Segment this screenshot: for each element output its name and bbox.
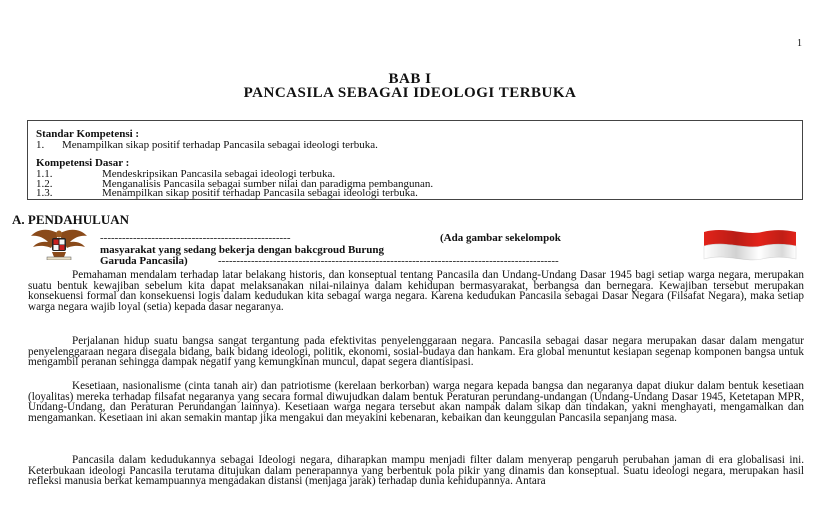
standar-item bbox=[36, 139, 378, 151]
item-text: Menampilkan sikap positif terhadap Pancasila sebagai ideologi terbuka. bbox=[62, 139, 378, 151]
image-note-line3: Garuda Pancasila) bbox=[100, 255, 188, 267]
chapter-label: BAB I bbox=[388, 71, 432, 87]
section-title: A. PENDAHULUAN bbox=[12, 212, 129, 227]
paragraph: Perjalanan hidup suatu bangsa sangat tergantung pada efektivitas penyelenggaraan negara. Pancasila sebagai dasar negara merupakan dasar dalam mengatur penyelenggaraan negara disegala bidang, baik bidang ideologi, politik, ekonomi, sosial-budaya dan hankam. Era global menuntut kesiapan segenap komponen bangsa untuk mengambil peranan sehingga dampak negatif yang kemungkinan muncul, dapat segera diantisipasi. bbox=[28, 335, 804, 369]
image-note-line2: masyarakat yang sedang bekerja dengan bakcgroud Burung bbox=[100, 244, 385, 256]
item-number: 1.3. bbox=[36, 187, 53, 199]
kompetensi-heading: Kompetensi Dasar : bbox=[36, 157, 130, 169]
chapter-title: PANCASILA SEBAGAI IDEOLOGI TERBUKA bbox=[243, 85, 577, 101]
paragraph: Pemahaman mendalam terhadap latar belakang historis, dan konseptual tentang Pancasila dan Undang-Undang Dasar 1945 bagi setiap warga negara, merupakan suatu bentuk kewajiban sebelum kita dapat melaksanakan nilai-nilainya dalam kehidupan bermasyarakat, berbangsa dan bernegara. Kewajiban tersebut merupakan konsekuensi formal dan konsekuensi logis dalam kedudukan kita sebagai warga negara. Karena kedudukan Pancasila sebagai Dasar Negara (Filsafat Negara), maka setiap warga negara wajib loyal (setia) kepada dasar negaranya. bbox=[28, 269, 804, 314]
paragraph: Pancasila dalam kedudukannya sebagai Ideologi negara, diharapkan mampu menjadi filter dalam menyerap pengaruh perubahan jaman di era globalisasi ini. Keterbukaan ideologi Pancasila terutama ditujukan dalam penerapannya yang berbentuk pola pikir yang dinamis dan konseptual. Suatu ideologi negara, merupakan hasil refleksi manusia berkat kemampuannya mengadakan distansi (menjaga jarak) terhadap dunia kehidupannya. Antara bbox=[28, 454, 804, 488]
item-text: Mendeskripsikan Pancasila sebagai ideologi terbuka. bbox=[102, 168, 336, 180]
dash-line: ---------------------------------------------------- bbox=[100, 232, 291, 244]
indonesian-flag-icon bbox=[700, 226, 798, 262]
standar-heading: Standar Kompetensi : bbox=[36, 128, 140, 140]
item-text: Menganalisis Pancasila sebagai sumber nilai dan paradigma pembangunan. bbox=[102, 178, 434, 190]
dash-line: --------------------------------------------------------------------------------------------- bbox=[218, 255, 559, 267]
page-number: 1 bbox=[797, 38, 802, 49]
item-number: 1.1. bbox=[36, 168, 53, 180]
kompetensi-item bbox=[36, 187, 418, 199]
competency-box bbox=[27, 120, 803, 200]
garuda-emblem-icon bbox=[30, 226, 88, 260]
image-note-line1: (Ada gambar sekelompok bbox=[440, 232, 561, 244]
paragraph: Kesetiaan, nasionalisme (cinta tanah air) dan patriotisme (kerelaan berkorban) warga negara kepada bangsa dan negaranya dapat diukur dalam bentuk kesetiaan (loyalitas) mereka terhadap filsafat negaranya yang secara formal diwujudkan dalam bentuk Peraturan perundang-undangan (Undang-Undang Dasar 1945, Ketetapan MPR, Undang-Undang, dan Peraturan Perundangan lainnya). Kesetiaan warga negara tersebut akan nampak dalam sikap dan tindakan, yakni menghayati, mengamalkan dan mengamankan. Kesetiaan ini akan semakin mantap jika mengakui dan meyakini kebenaran, kebaikan dan keunggulan Pancasila sepanjang masa. bbox=[28, 380, 804, 425]
item-number: 1. bbox=[36, 139, 45, 151]
item-text: Menampilkan sikap positif terhadap Pancasila sebagai ideologi terbuka. bbox=[102, 187, 418, 199]
item-number: 1.2. bbox=[36, 178, 53, 190]
